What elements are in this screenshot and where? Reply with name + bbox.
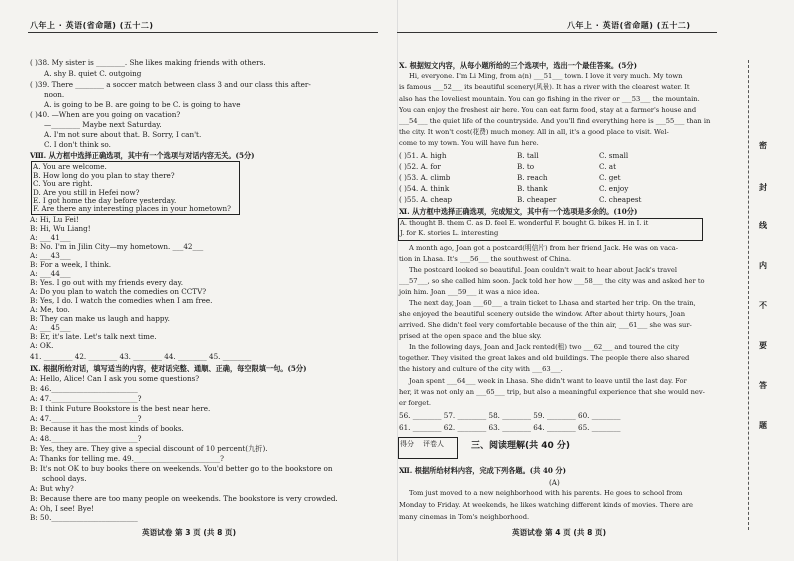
left-header-rule <box>28 32 378 33</box>
passage10-line: ___54___ the quiet life of the countryside. And you'll find everything here is ___55___ than in <box>399 117 711 125</box>
q39-options: A. is going to be B. are going to be C. is going to have <box>44 100 241 109</box>
q39-cont: noon. <box>44 90 65 99</box>
passage11-line: arrived. She didn't feel very comfortable because of the thin air, ___61___ she was sur- <box>399 321 692 329</box>
dialogue9-line: A: Hello, Alice! Can I ask you some questions? <box>30 374 200 383</box>
passage11-line: prised at the open space and the blue sky. <box>399 332 542 340</box>
choice-55-b: B. cheaper <box>517 195 557 204</box>
dialogue9-line: B: Because there are too many people on weekends. The bookstore is very crowded. <box>30 494 338 503</box>
choice-54-c: C. enjoy <box>599 184 629 193</box>
dialogue-line: A: ___43___ <box>30 251 71 260</box>
section11-title: Ⅺ. 从方框中选择正确选项，完成短文，其中有一个选项是多余的。(10分) <box>399 207 638 216</box>
seal-char: 题 <box>759 421 767 430</box>
dialogue9-line[interactable]: A: 48.________________________? <box>30 434 142 443</box>
choice-54[interactable]: ( )54. A. think <box>399 184 450 193</box>
q40-cont: —________ Maybe next Saturday. <box>44 120 162 129</box>
right-page <box>397 0 794 561</box>
passage11-line: er forget. <box>399 399 432 407</box>
score-label: 得分 <box>400 440 414 448</box>
passage11-line: she enjoyed the beautiful scenery outside the window. After about thirty hours, Joan <box>399 310 686 318</box>
option-a: A. You are welcome. <box>33 162 107 171</box>
choice-51-c: C. small <box>599 151 629 160</box>
option-c: C. You are right. <box>33 179 93 188</box>
q39: ( )39. There ________ a soccer match between class 3 and our class this after- <box>30 80 311 89</box>
choice-54-b: B. thank <box>517 184 548 193</box>
passage10-line: the city. It won't cost(花费) much money. All in all, it's a good place to visit. Wel- <box>399 128 669 136</box>
dialogue-line: B: For a week, I think. <box>30 260 111 269</box>
q38-options: A. shy B. quiet C. outgoing <box>44 69 142 78</box>
passage10-line: Hi, everyone. I'm Li Ming, from a(n) ___51___ town. I love it very much. My town <box>409 72 683 80</box>
left-footer: 英语试卷 第 3 页 (共 8 页) <box>142 528 237 537</box>
dialogue9-line: school days. <box>42 474 87 483</box>
choice-53-c: C. get <box>599 173 621 182</box>
section12-title: Ⅻ. 根据所给材料内容，完成下列各题。(共 40 分) <box>399 466 566 475</box>
section9-title: Ⅸ. 根据所给对话，填写适当的内容，使对话完整、通顺、正确，每空限填一句。(5分) <box>30 364 307 373</box>
q40-option-c: C. I don't think so. <box>44 140 111 149</box>
right-header: 八年上 · 英语(省命题) (五十二) <box>567 21 691 30</box>
passage10-line: is famous ___52___ its beautiful scenery(风景). It has a river with the clearest water. It <box>399 83 690 91</box>
seal-char: 不 <box>759 301 767 310</box>
choice-52-c: C. at <box>599 162 616 171</box>
dialogue9-line: B: I think Future Bookstore is the best near here. <box>30 404 211 413</box>
choice-53[interactable]: ( )53. A. climb <box>399 173 451 182</box>
dialogue-line: B: Yes. I go out with my friends every day. <box>30 278 183 287</box>
dialogue-line: B: Er, it's late. Let's talk next time. <box>30 332 157 341</box>
dialogue-line: A: Hi, Lu Fei! <box>30 215 79 224</box>
dialogue9-line[interactable]: A: Thanks for telling me. 49.________________________? <box>30 454 224 463</box>
passage12-line: many cinemas in Tom's neighborhood. <box>399 513 530 521</box>
dialogue9-line[interactable]: B: 50.________________________ <box>30 513 138 522</box>
choice-52[interactable]: ( )52. A. for <box>399 162 441 171</box>
passage11-line: The postcard looked so beautiful. Joan couldn't wait to hear about Jack's travel <box>409 266 678 274</box>
seal-char: 密 <box>759 141 767 150</box>
seal-dashed-line <box>748 60 749 530</box>
passage-a-label: (A) <box>549 478 560 487</box>
seal-char: 内 <box>759 261 767 270</box>
dialogue-line: B: Yes, I do. I watch the comedies when I am free. <box>30 296 213 305</box>
dialogue-line: A: Do you plan to watch the comedies on CCTV? <box>30 287 207 296</box>
score-box <box>398 437 458 459</box>
dialogue9-line: B: It's not OK to buy books there on weekends. You'd better go to the bookstore on <box>30 464 333 473</box>
passage11-line: Joan spent ___64___ week in Lhasa. She didn't want to leave until the last day. For <box>409 377 687 385</box>
dialogue-line: A: OK. <box>30 341 54 350</box>
dialogue-line: A: Me, too. <box>30 305 70 314</box>
right-footer: 英语试卷 第 4 页 (共 8 页) <box>512 528 607 537</box>
passage11-line: A month ago, Joan got a postcard(明信片) from her friend Jack. He was on vaca- <box>409 244 679 252</box>
part3-title: 三、阅读理解(共 40 分) <box>471 441 571 451</box>
option-b: B. How long do you plan to stay there? <box>33 170 175 180</box>
dialogue-line: A: ___44___ <box>30 269 71 278</box>
answer-blanks-41-45[interactable]: 41. ________ 42. ________ 43. ________ 44. ________ 45. ________ <box>30 352 252 361</box>
passage11-line: the history and culture of the city with ___63___. <box>399 365 563 373</box>
dialogue9-line[interactable]: B: 46.________________________ <box>30 384 138 393</box>
dialogue9-line: B: Yes, they are. They give a special discount of 10 percent(九折). <box>30 444 268 453</box>
choice-52-b: B. to <box>517 162 535 171</box>
left-header: 八年上 · 英语(省命题) (五十二) <box>30 21 154 30</box>
dialogue-line: A: ___45___ <box>30 323 71 332</box>
dialogue9-line[interactable]: A: 47.________________________? <box>30 414 142 423</box>
passage11-line: tion in Lhasa. It's ___56___ the southwest of China. <box>399 255 572 263</box>
choice-53-b: B. reach <box>517 173 548 182</box>
section10-title: Ⅹ. 根据短文内容，从每小题所给的三个选项中，选出一个最佳答案。(5分) <box>399 61 638 70</box>
grader-label: 评卷人 <box>423 440 444 448</box>
passage11-line: join him. Joan ___59___ it was a nice idea. <box>399 288 540 296</box>
dialogue-line: B: No. I'm in Jilin City—my hometown. ___42___ <box>30 242 204 251</box>
dialogue-line: B: They can make us laugh and happy. <box>30 314 170 323</box>
choice-55[interactable]: ( )55. A. cheap <box>399 195 453 204</box>
passage11-line: together. They visited the great lakes and old buildings. The people there also shared <box>399 354 690 362</box>
passage11-line: In the following days, Joan and Jack rented(租) two ___62___ and toured the city <box>409 343 680 351</box>
word-box-line1: A. thought B. them C. as D. feel E. wonderful F. bought G. bikes H. in I. it <box>400 219 649 227</box>
dialogue9-line: A: Oh, I see! Bye! <box>30 504 94 513</box>
passage11-line: ___57___, so she called him soon. Jack told her how ___58___ the city was and asked her to <box>399 277 705 285</box>
choice-51-b: B. tall <box>517 151 539 160</box>
passage12-line: Tom just moved to a new neighborhood with his parents. He goes to school from <box>409 489 683 497</box>
dialogue-line: A: ___41___ <box>30 233 71 242</box>
choice-51[interactable]: ( )51. A. high <box>399 151 447 160</box>
option-d: D. Are you still in Hefei now? <box>33 187 140 197</box>
q40: ( )40. —When are you going on vacation? <box>30 110 181 119</box>
dialogue9-line[interactable]: A: 47.________________________? <box>30 394 142 403</box>
word-box-line2: J. for K. stories L. interesting <box>400 229 499 237</box>
dialogue9-line: A: But why? <box>30 484 74 493</box>
passage10-line: also has the loveliest mountain. You can go fishing in the river or ___53___ the mountain. <box>399 95 700 103</box>
q38: ( )38. My sister is ________. She likes making friends with others. <box>30 58 266 67</box>
passage10-line: You can enjoy the freshest air here. You can eat farm food, stay at a farmer's house and <box>399 106 697 114</box>
answer-blanks-61-65[interactable]: 61. ________ 62. ________ 63. ________ 64. ________ 65. ________ <box>399 423 621 432</box>
right-header-rule <box>397 32 717 33</box>
answer-blanks-56-60[interactable]: 56. ________ 57. ________ 58. ________ 59. ________ 60. ________ <box>399 411 621 420</box>
option-e: E. I got home the day before yesterday. <box>33 196 177 205</box>
choice-55-c: C. cheapest <box>599 195 642 204</box>
seal-char: 封 <box>759 183 767 192</box>
dialogue-line: B: Hi, Wu Liang! <box>30 224 91 233</box>
passage12-line: Monday to Friday. At weekends, he likes watching different kinds of movies. There are <box>399 501 693 509</box>
passage10-line: come to my town. You will have fun here. <box>399 139 539 147</box>
seal-char: 要 <box>759 341 767 350</box>
passage11-line: The next day, Joan ___60___ a train ticket to Lhasa and started her trip. On the train, <box>409 299 696 307</box>
q40-options-ab: A. I'm not sure about that. B. Sorry, I can't. <box>44 130 202 139</box>
seal-char: 答 <box>759 381 767 390</box>
seal-char: 线 <box>759 221 767 230</box>
dialogue9-line: B: Because it has the most kinds of books. <box>30 424 184 433</box>
passage11-line: her, it was not only an ___65___ trip, but also a meaningful experience that she would nev- <box>399 388 705 396</box>
option-f: F. Are there any interesting places in your hometown? <box>33 204 232 213</box>
section8-title: Ⅷ. 从方框中选择正确选项，其中有一个选项与对话内容无关。(5分) <box>30 151 255 160</box>
